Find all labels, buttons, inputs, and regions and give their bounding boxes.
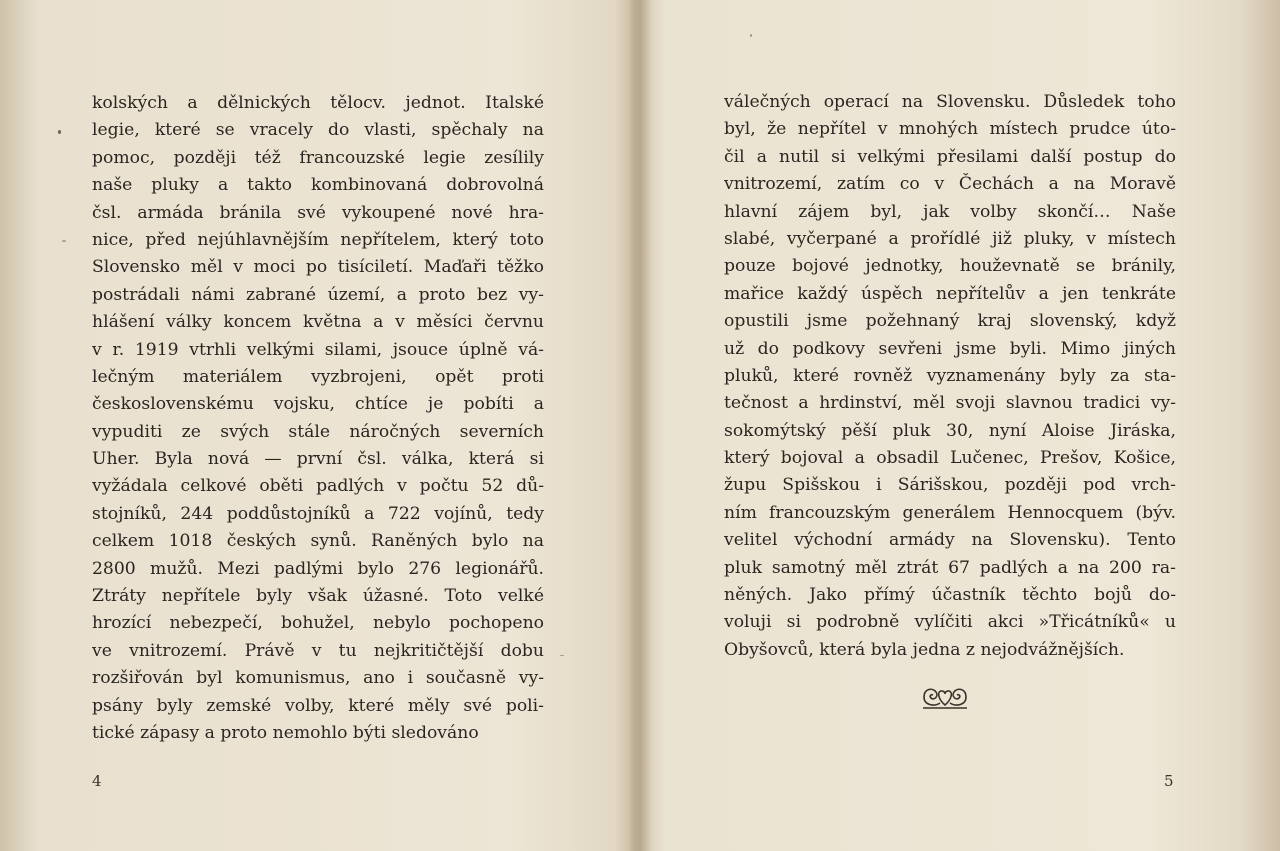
text-line: Uher. Byla nová — první čsl. válka, která si [92,449,544,470]
text-line: mařice každý úspěch nepřítelův a jen tenkráte [724,283,1176,304]
text-line: pluků, které rovněž vyznamenány byly za sta- [724,365,1176,386]
text-line: v r. 1919 vtrhli velkými silami, jsouce úplně vá- [92,339,544,360]
text-line: nice, před nejúhlavnějším nepřítelem, který toto [92,229,544,250]
text-line: postrádali námi zabrané území, a proto bez vy- [92,284,544,305]
text-line: něných. Jako přímý účastník těchto bojů do- [724,585,1176,606]
right-page [640,0,1280,851]
right-page-text [724,89,1176,664]
text-line: psány byly zemské volby, které měly své poli- [92,695,544,716]
text-line: slabé, vyčerpané a prořídlé již pluky, v místech [724,228,1176,249]
text-line: válečných operací na Slovensku. Důsledek toho [724,92,1176,112]
text-line: naše pluky a takto kombinovaná dobrovolná [92,175,544,196]
text-line: hlášení války koncem května a v měsíci červnu [92,312,544,333]
text-line: hlavní zájem byl, jak volby skončí… Naše [724,201,1176,222]
text-line: celkem 1018 českých synů. Raněných bylo na [92,531,544,552]
text-line: pomoc, později též francouzské legie zesílily [92,147,544,168]
text-line: sokomýtský pěší pluk 30, nyní Aloise Jiráska, [724,420,1176,441]
text-line: ve vnitrozemí. Právě v tu nejkritičtější dobu [92,640,544,661]
left-page-number: 4 [92,772,102,790]
text-line: Ztráty nepřítele byly však úžasné. Toto velké [92,586,544,607]
text-line: hrozící nebezpečí, bohužel, nebylo pochopeno [92,613,544,634]
text-line: pouze bojové jednotky, houževnatě se bránily, [724,256,1176,277]
text-line: ním francouzským generálem Hennocquem (býv. [724,502,1176,523]
text-line: opustili jsme požehnaný kraj slovenský, když [724,311,1176,332]
text-line: vnitrozemí, zatím co v Čechách a na Moravě [724,174,1176,195]
text-line: župu Spišskou i Sárišskou, později pod vrch- [724,475,1176,496]
text-line: vyžádala celkové oběti padlých v počtu 52 dů- [92,476,544,497]
text-line: Slovensko měl v moci po tisíciletí. Maďaři těžko [92,257,544,278]
text-line: už do podkovy sevřeni jsme byli. Mimo jiných [724,338,1176,359]
text-line: čil a nutil si velkými přesilami další postup do [724,146,1176,167]
paper-speck [750,34,752,37]
text-line: lečným materiálem vyzbrojeni, opět proti [92,366,544,387]
text-line: velitel východní armády na Slovensku). Tento [724,530,1176,551]
text-line: Obyšovců, která byla jedna z nejodvážnějších. [724,639,1125,660]
text-line: stojníků, 244 poddůstojníků a 722 vojínů, tedy [92,503,544,524]
text-line: čsl. armáda bránila své vykoupené nové hra- [92,202,544,223]
text-line: legie, které se vracely do vlasti, spěchaly na [92,120,544,141]
paper-speck [58,130,61,134]
text-line: pluk samotný měl ztrát 67 padlých a na 200 ra- [724,557,1176,578]
text-line: vypuditi ze svých stále náročných severních [92,421,544,442]
decorative-ornament-icon [920,683,970,711]
text-line: 2800 mužů. Mezi padlými bylo 276 legionářů. [92,558,544,579]
right-page-number: 5 [1164,772,1174,790]
text-line: byl, že nepřítel v mnohých místech prudce úto- [724,119,1176,140]
text-line: voluji si podrobně vylíčiti akci »Třicátníků« u [724,612,1176,633]
text-line: tečnost a hrdinství, měl svoji slavnou tradici vy- [724,393,1176,414]
paper-speck [62,240,66,242]
text-line: kolských a dělnických tělocv. jednot. Italské [92,93,544,113]
text-line: který bojoval a obsadil Lučenec, Prešov, Košice, [724,448,1176,469]
text-line: rozšiřován byl komunismus, ano i současně vy- [92,668,544,689]
left-page-text [92,90,544,747]
text-line: československému vojsku, chtíce je pobíti a [92,394,544,415]
text-line: tické zápasy a proto nemohlo býti sledováno [92,722,479,743]
left-page [0,0,638,851]
paper-speck [560,655,564,656]
